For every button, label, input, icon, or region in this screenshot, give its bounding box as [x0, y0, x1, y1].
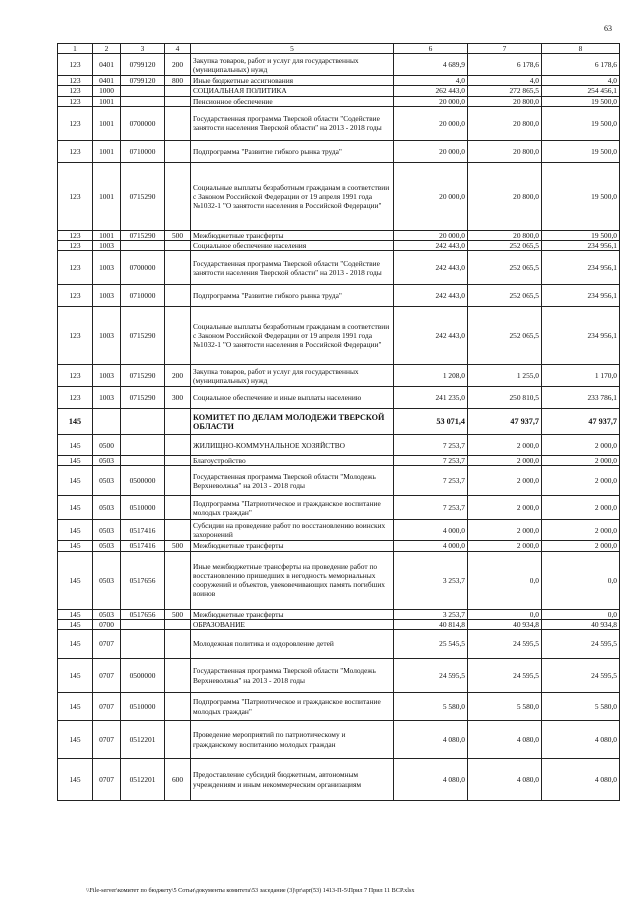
amount-year-3-cell: 19 500,0 — [542, 162, 620, 230]
description-cell: ОБРАЗОВАНИЕ — [191, 619, 394, 629]
amount-year-3-cell: 234 956,1 — [542, 285, 620, 307]
section-code-cell: 0503 — [93, 466, 121, 496]
description-cell: Иные бюджетные ассигнования — [191, 76, 394, 86]
chapter-code-cell: 123 — [58, 76, 93, 86]
description-cell: Подпрограмма "Развитие гибкого рынка труда" — [191, 285, 394, 307]
amount-year-2-cell: 1 255,0 — [468, 365, 542, 387]
chapter-code-cell: 123 — [58, 241, 93, 251]
table-row — [58, 365, 620, 387]
amount-year-1-cell: 20 000,0 — [394, 140, 468, 162]
description-cell: Проведение мероприятий по патриотическому и гражданскому воспитанию молодых граждан — [191, 721, 394, 759]
target-code-cell: 0500000 — [121, 659, 165, 693]
amount-year-3-cell: 4 080,0 — [542, 759, 620, 801]
amount-year-3-cell: 2 000,0 — [542, 496, 620, 520]
header-cell: 4 — [165, 44, 191, 54]
amount-year-3-cell: 234 956,1 — [542, 241, 620, 251]
section-code-cell: 0401 — [93, 54, 121, 76]
expense-type-code-cell — [165, 409, 191, 435]
table-row — [58, 241, 620, 251]
expense-type-code-cell — [165, 520, 191, 541]
amount-year-1-cell: 262 443,0 — [394, 86, 468, 96]
amount-year-2-cell: 2 000,0 — [468, 466, 542, 496]
table-row — [58, 435, 620, 456]
target-code-cell: 0799120 — [121, 76, 165, 86]
expense-type-code-cell — [165, 86, 191, 96]
amount-year-3-cell: 19 500,0 — [542, 106, 620, 140]
expense-type-code-cell — [165, 241, 191, 251]
amount-year-3-cell: 2 000,0 — [542, 466, 620, 496]
target-code-cell — [121, 96, 165, 106]
budget-table — [57, 43, 620, 801]
expense-type-code-cell: 300 — [165, 387, 191, 409]
amount-year-3-cell: 0,0 — [542, 551, 620, 609]
amount-year-2-cell: 0,0 — [468, 551, 542, 609]
description-cell: Государственная программа Тверской области "Содействие занятости населения Тверской области" на 2013 - 2018 годы — [191, 251, 394, 285]
amount-year-3-cell: 19 500,0 — [542, 140, 620, 162]
amount-year-2-cell: 6 178,6 — [468, 54, 542, 76]
table-row — [58, 630, 620, 659]
amount-year-1-cell: 4 689,9 — [394, 54, 468, 76]
header-cell: 1 — [58, 44, 93, 54]
amount-year-2-cell: 250 810,5 — [468, 387, 542, 409]
description-cell: Подпрограмма "Патриотическое и гражданское воспитание молодых граждан" — [191, 693, 394, 721]
chapter-code-cell: 145 — [58, 409, 93, 435]
chapter-code-cell: 123 — [58, 54, 93, 76]
expense-type-code-cell — [165, 630, 191, 659]
amount-year-2-cell: 4 080,0 — [468, 759, 542, 801]
amount-year-2-cell: 5 580,0 — [468, 693, 542, 721]
table-row — [58, 693, 620, 721]
table-row — [58, 609, 620, 619]
chapter-code-cell: 145 — [58, 435, 93, 456]
expense-type-code-cell: 500 — [165, 541, 191, 551]
amount-year-1-cell: 3 253,7 — [394, 551, 468, 609]
description-cell: Подпрограмма "Патриотическое и гражданское воспитание молодых граждан" — [191, 496, 394, 520]
header-cell: 6 — [394, 44, 468, 54]
amount-year-1-cell: 4 080,0 — [394, 759, 468, 801]
section-code-cell: 0707 — [93, 659, 121, 693]
amount-year-3-cell: 6 178,6 — [542, 54, 620, 76]
expense-type-code-cell — [165, 96, 191, 106]
expense-type-code-cell — [165, 251, 191, 285]
amount-year-1-cell: 40 814,8 — [394, 619, 468, 629]
table-row — [58, 54, 620, 76]
amount-year-1-cell: 4 000,0 — [394, 541, 468, 551]
table-row — [58, 76, 620, 86]
amount-year-2-cell: 2 000,0 — [468, 541, 542, 551]
table-row — [58, 96, 620, 106]
description-cell: КОМИТЕТ ПО ДЕЛАМ МОЛОДЕЖИ ТВЕРСКОЙ ОБЛАСТИ — [191, 409, 394, 435]
expense-type-code-cell — [165, 721, 191, 759]
amount-year-2-cell: 24 595,5 — [468, 630, 542, 659]
amount-year-1-cell: 7 253,7 — [394, 466, 468, 496]
section-code-cell: 1003 — [93, 307, 121, 365]
chapter-code-cell: 123 — [58, 96, 93, 106]
amount-year-1-cell: 53 071,4 — [394, 409, 468, 435]
target-code-cell: 0512201 — [121, 759, 165, 801]
target-code-cell — [121, 456, 165, 466]
target-code-cell: 0510000 — [121, 496, 165, 520]
chapter-code-cell: 145 — [58, 551, 93, 609]
amount-year-2-cell: 4 080,0 — [468, 721, 542, 759]
chapter-code-cell: 145 — [58, 659, 93, 693]
expense-type-code-cell — [165, 659, 191, 693]
chapter-code-cell: 123 — [58, 307, 93, 365]
header-cell: 5 — [191, 44, 394, 54]
amount-year-1-cell: 4,0 — [394, 76, 468, 86]
target-code-cell — [121, 241, 165, 251]
target-code-cell: 0500000 — [121, 466, 165, 496]
table-row — [58, 162, 620, 230]
chapter-code-cell: 145 — [58, 619, 93, 629]
table-row — [58, 106, 620, 140]
chapter-code-cell: 123 — [58, 140, 93, 162]
chapter-code-cell: 123 — [58, 251, 93, 285]
table-header-row — [58, 44, 620, 54]
expense-type-code-cell: 600 — [165, 759, 191, 801]
amount-year-2-cell: 252 065,5 — [468, 307, 542, 365]
section-code-cell: 1003 — [93, 241, 121, 251]
description-cell: Социальные выплаты безработным гражданам в соответствии с Законом Российской Федерации от 19 апреля 1991 года №1032-1 "О занятости населения в Российской Федерации" — [191, 162, 394, 230]
amount-year-3-cell: 4,0 — [542, 76, 620, 86]
table-row — [58, 520, 620, 541]
table-row — [58, 230, 620, 240]
target-code-cell: 0700000 — [121, 251, 165, 285]
amount-year-2-cell: 272 865,5 — [468, 86, 542, 96]
chapter-code-cell: 145 — [58, 721, 93, 759]
description-cell: СОЦИАЛЬНАЯ ПОЛИТИКА — [191, 86, 394, 96]
amount-year-1-cell: 242 443,0 — [394, 285, 468, 307]
amount-year-2-cell: 252 065,5 — [468, 251, 542, 285]
target-code-cell: 0715290 — [121, 387, 165, 409]
expense-type-code-cell — [165, 456, 191, 466]
amount-year-3-cell: 2 000,0 — [542, 520, 620, 541]
section-code-cell: 1001 — [93, 162, 121, 230]
amount-year-3-cell: 24 595,5 — [542, 659, 620, 693]
expense-type-code-cell — [165, 162, 191, 230]
amount-year-2-cell: 2 000,0 — [468, 520, 542, 541]
amount-year-3-cell: 40 934,8 — [542, 619, 620, 629]
description-cell: Социальные выплаты безработным гражданам в соответствии с Законом Российской Федерации от 19 апреля 1991 года №1032-1 "О занятости населения в Российской Федерации" — [191, 307, 394, 365]
description-cell: Благоустройство — [191, 456, 394, 466]
amount-year-3-cell: 2 000,0 — [542, 456, 620, 466]
section-code-cell: 0503 — [93, 609, 121, 619]
chapter-code-cell: 145 — [58, 466, 93, 496]
expense-type-code-cell — [165, 693, 191, 721]
section-code-cell: 0503 — [93, 551, 121, 609]
amount-year-3-cell: 234 956,1 — [542, 251, 620, 285]
expense-type-code-cell — [165, 619, 191, 629]
table-row — [58, 466, 620, 496]
amount-year-1-cell: 5 580,0 — [394, 693, 468, 721]
amount-year-2-cell: 20 800,0 — [468, 106, 542, 140]
description-cell: Социальное обеспечение и иные выплаты населению — [191, 387, 394, 409]
amount-year-2-cell: 4,0 — [468, 76, 542, 86]
description-cell: Молодежная политика и оздоровление детей — [191, 630, 394, 659]
description-cell: Межбюджетные трансферты — [191, 609, 394, 619]
description-cell: Пенсионное обеспечение — [191, 96, 394, 106]
section-code-cell: 0500 — [93, 435, 121, 456]
table-row — [58, 307, 620, 365]
description-cell: Иные межбюджетные трансферты на проведение работ по восстановлению пришедших в негодность мемориальных сооружений и объектов, увековечивающих память погибших воинов — [191, 551, 394, 609]
table-row — [58, 659, 620, 693]
chapter-code-cell: 123 — [58, 365, 93, 387]
header-cell: 3 — [121, 44, 165, 54]
target-code-cell: 0517656 — [121, 609, 165, 619]
section-code-cell: 0700 — [93, 619, 121, 629]
amount-year-3-cell: 5 580,0 — [542, 693, 620, 721]
description-cell: Социальное обеспечение населения — [191, 241, 394, 251]
table-row — [58, 551, 620, 609]
header-cell: 2 — [93, 44, 121, 54]
table-row — [58, 140, 620, 162]
target-code-cell: 0510000 — [121, 693, 165, 721]
section-code-cell: 0707 — [93, 759, 121, 801]
section-code-cell: 1000 — [93, 86, 121, 96]
chapter-code-cell: 123 — [58, 86, 93, 96]
target-code-cell — [121, 409, 165, 435]
target-code-cell — [121, 619, 165, 629]
target-code-cell: 0710000 — [121, 140, 165, 162]
chapter-code-cell: 145 — [58, 456, 93, 466]
description-cell: Субсидии на проведение работ по восстановлению воинских захоронений — [191, 520, 394, 541]
section-code-cell: 1001 — [93, 230, 121, 240]
expense-type-code-cell — [165, 140, 191, 162]
amount-year-1-cell: 20 000,0 — [394, 230, 468, 240]
file-path-footer: \\File-server\комитет по бюджету\5 Сотьи\документы комитета\53 заседание (3)\pr\apr(53) 1413-П-5\Прил 7 Прил 11 ВСР.xlsx — [86, 887, 415, 894]
expense-type-code-cell: 200 — [165, 54, 191, 76]
header-cell: 8 — [542, 44, 620, 54]
description-cell: Государственная программа Тверской области "Содействие занятости населения Тверской области" на 2013 - 2018 годы — [191, 106, 394, 140]
amount-year-3-cell: 254 456,1 — [542, 86, 620, 96]
amount-year-1-cell: 7 253,7 — [394, 456, 468, 466]
description-cell: Межбюджетные трансферты — [191, 230, 394, 240]
amount-year-3-cell: 4 080,0 — [542, 721, 620, 759]
expense-type-code-cell: 500 — [165, 230, 191, 240]
expense-type-code-cell — [165, 466, 191, 496]
description-cell: Предоставление субсидий бюджетным, автономным учреждениям и иным некоммерческим организациям — [191, 759, 394, 801]
amount-year-2-cell: 252 065,5 — [468, 241, 542, 251]
amount-year-1-cell: 242 443,0 — [394, 241, 468, 251]
amount-year-2-cell: 20 800,0 — [468, 162, 542, 230]
amount-year-3-cell: 24 595,5 — [542, 630, 620, 659]
chapter-code-cell: 145 — [58, 496, 93, 520]
amount-year-1-cell: 242 443,0 — [394, 307, 468, 365]
target-code-cell: 0517416 — [121, 520, 165, 541]
section-code-cell: 0503 — [93, 496, 121, 520]
chapter-code-cell: 145 — [58, 630, 93, 659]
table-row — [58, 619, 620, 629]
amount-year-2-cell: 20 800,0 — [468, 140, 542, 162]
amount-year-2-cell: 24 595,5 — [468, 659, 542, 693]
expense-type-code-cell — [165, 435, 191, 456]
description-cell: Закупка товаров, работ и услуг для государственных (муниципальных) нужд — [191, 365, 394, 387]
expense-type-code-cell — [165, 106, 191, 140]
chapter-code-cell: 145 — [58, 520, 93, 541]
amount-year-2-cell: 2 000,0 — [468, 496, 542, 520]
target-code-cell: 0700000 — [121, 106, 165, 140]
target-code-cell: 0512201 — [121, 721, 165, 759]
section-code-cell: 1001 — [93, 96, 121, 106]
amount-year-3-cell: 233 786,1 — [542, 387, 620, 409]
expense-type-code-cell — [165, 307, 191, 365]
target-code-cell — [121, 630, 165, 659]
chapter-code-cell: 145 — [58, 609, 93, 619]
amount-year-3-cell: 1 170,0 — [542, 365, 620, 387]
amount-year-3-cell: 19 500,0 — [542, 96, 620, 106]
section-code-cell: 0707 — [93, 693, 121, 721]
amount-year-1-cell: 1 208,0 — [394, 365, 468, 387]
expense-type-code-cell: 200 — [165, 365, 191, 387]
section-code-cell: 1003 — [93, 251, 121, 285]
header-cell: 7 — [468, 44, 542, 54]
amount-year-3-cell: 0,0 — [542, 609, 620, 619]
amount-year-1-cell: 20 000,0 — [394, 106, 468, 140]
amount-year-3-cell: 2 000,0 — [542, 435, 620, 456]
section-code-cell: 1001 — [93, 106, 121, 140]
table-row — [58, 86, 620, 96]
table-row — [58, 251, 620, 285]
amount-year-3-cell: 19 500,0 — [542, 230, 620, 240]
amount-year-2-cell: 0,0 — [468, 609, 542, 619]
expense-type-code-cell — [165, 496, 191, 520]
target-code-cell — [121, 86, 165, 96]
amount-year-1-cell: 24 595,5 — [394, 659, 468, 693]
amount-year-1-cell: 242 443,0 — [394, 251, 468, 285]
amount-year-1-cell: 25 545,5 — [394, 630, 468, 659]
target-code-cell — [121, 435, 165, 456]
target-code-cell: 0517656 — [121, 551, 165, 609]
target-code-cell: 0715290 — [121, 230, 165, 240]
amount-year-2-cell: 20 800,0 — [468, 96, 542, 106]
section-code-cell: 0503 — [93, 541, 121, 551]
table-row — [58, 496, 620, 520]
amount-year-3-cell: 2 000,0 — [542, 541, 620, 551]
table-row — [58, 541, 620, 551]
section-code-cell: 0503 — [93, 520, 121, 541]
amount-year-3-cell: 47 937,7 — [542, 409, 620, 435]
description-cell: Закупка товаров, работ и услуг для государственных (муниципальных) нужд — [191, 54, 394, 76]
table-row — [58, 387, 620, 409]
description-cell: Государственная программа Тверской области "Молодежь Верхневолжья" на 2013 - 2018 годы — [191, 659, 394, 693]
chapter-code-cell: 145 — [58, 759, 93, 801]
amount-year-2-cell: 2 000,0 — [468, 456, 542, 466]
table-row — [58, 759, 620, 801]
amount-year-1-cell: 4 080,0 — [394, 721, 468, 759]
amount-year-1-cell: 7 253,7 — [394, 435, 468, 456]
amount-year-3-cell: 234 956,1 — [542, 307, 620, 365]
description-cell: Межбюджетные трансферты — [191, 541, 394, 551]
amount-year-2-cell: 40 934,8 — [468, 619, 542, 629]
table-row — [58, 721, 620, 759]
chapter-code-cell: 123 — [58, 387, 93, 409]
target-code-cell: 0799120 — [121, 54, 165, 76]
amount-year-1-cell: 241 235,0 — [394, 387, 468, 409]
amount-year-2-cell: 20 800,0 — [468, 230, 542, 240]
amount-year-1-cell: 4 000,0 — [394, 520, 468, 541]
section-code-cell: 0401 — [93, 76, 121, 86]
chapter-code-cell: 123 — [58, 162, 93, 230]
section-code-cell: 1003 — [93, 387, 121, 409]
table-row — [58, 285, 620, 307]
target-code-cell: 0517416 — [121, 541, 165, 551]
description-cell: Подпрограмма "Развитие гибкого рынка труда" — [191, 140, 394, 162]
target-code-cell: 0715290 — [121, 162, 165, 230]
chapter-code-cell: 145 — [58, 693, 93, 721]
target-code-cell: 0715290 — [121, 365, 165, 387]
chapter-code-cell: 145 — [58, 541, 93, 551]
target-code-cell: 0715290 — [121, 307, 165, 365]
section-code-cell: 0707 — [93, 630, 121, 659]
expense-type-code-cell: 500 — [165, 609, 191, 619]
amount-year-1-cell: 7 253,7 — [394, 496, 468, 520]
chapter-code-cell: 123 — [58, 285, 93, 307]
expense-type-code-cell: 800 — [165, 76, 191, 86]
section-code-cell: 0503 — [93, 456, 121, 466]
section-code-cell: 1001 — [93, 140, 121, 162]
table-row — [58, 456, 620, 466]
target-code-cell: 0710000 — [121, 285, 165, 307]
expense-type-code-cell — [165, 285, 191, 307]
page-number: 63 — [604, 24, 612, 33]
chapter-code-cell: 123 — [58, 230, 93, 240]
section-code-cell: 0707 — [93, 721, 121, 759]
amount-year-2-cell: 252 065,5 — [468, 285, 542, 307]
amount-year-1-cell: 3 253,7 — [394, 609, 468, 619]
section-code-cell: 1003 — [93, 285, 121, 307]
table-row — [58, 409, 620, 435]
description-cell: ЖИЛИЩНО-КОММУНАЛЬНОЕ ХОЗЯЙСТВО — [191, 435, 394, 456]
amount-year-2-cell: 2 000,0 — [468, 435, 542, 456]
amount-year-2-cell: 47 937,7 — [468, 409, 542, 435]
section-code-cell: 1003 — [93, 365, 121, 387]
expense-type-code-cell — [165, 551, 191, 609]
description-cell: Государственная программа Тверской области "Молодежь Верхневолжья" на 2013 - 2018 годы — [191, 466, 394, 496]
chapter-code-cell: 123 — [58, 106, 93, 140]
amount-year-1-cell: 20 000,0 — [394, 96, 468, 106]
amount-year-1-cell: 20 000,0 — [394, 162, 468, 230]
section-code-cell — [93, 409, 121, 435]
